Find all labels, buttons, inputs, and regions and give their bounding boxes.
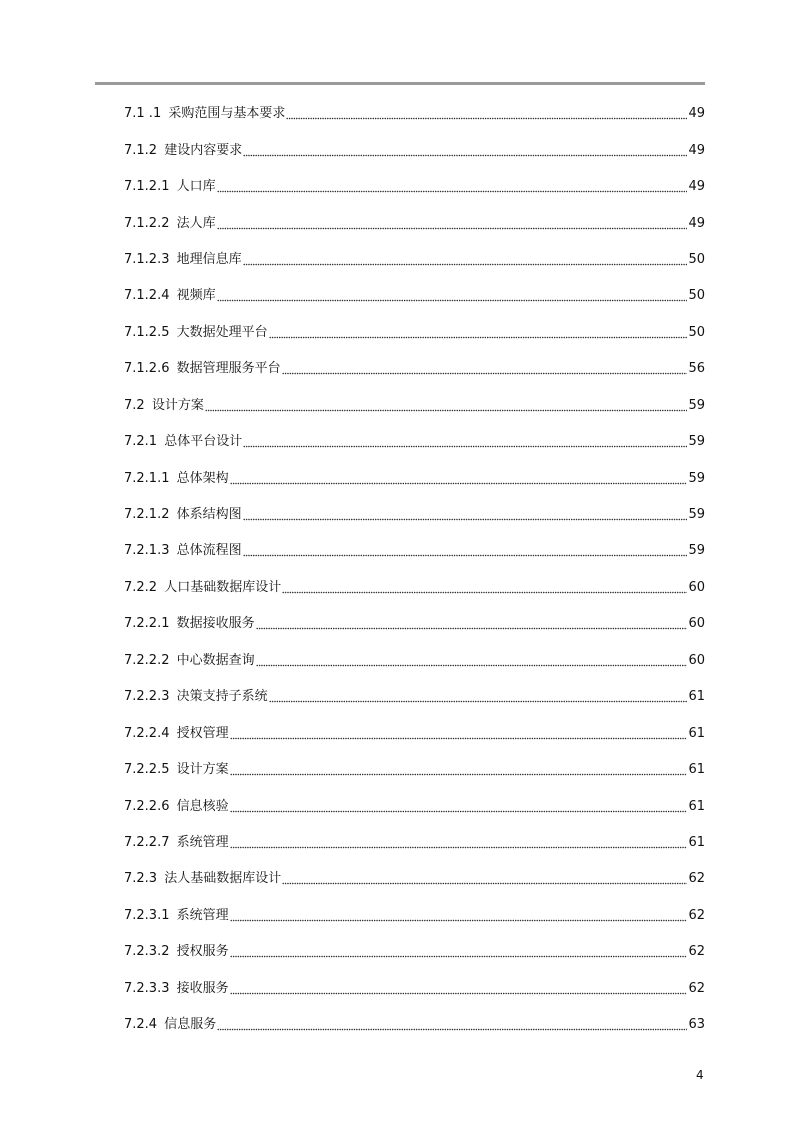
toc-entry-title: 大数据处理平台 bbox=[176, 324, 268, 340]
toc-entry-number: 7.2.2.2 bbox=[124, 652, 170, 668]
toc-entry-title: 数据接收服务 bbox=[176, 616, 255, 632]
toc-entry[interactable] bbox=[124, 971, 705, 1007]
toc-dot-leader bbox=[230, 835, 688, 851]
toc-entry-title: 中心数据查询 bbox=[176, 652, 255, 668]
toc-entry[interactable] bbox=[124, 861, 705, 897]
toc-dot-leader bbox=[230, 762, 688, 778]
toc-entry-number: 7.2.2.4 bbox=[124, 725, 170, 741]
toc-entry-title: 数据管理服务平台 bbox=[176, 361, 281, 377]
toc-dot-leader bbox=[282, 871, 687, 887]
toc-entry[interactable] bbox=[124, 460, 705, 496]
toc-entry-number: 7.2.3.3 bbox=[124, 980, 170, 996]
toc-entry-page: 50 bbox=[688, 288, 705, 304]
toc-entry-title: 总体平台设计 bbox=[164, 434, 243, 450]
toc-entry[interactable] bbox=[124, 606, 705, 642]
toc-entry[interactable] bbox=[124, 643, 705, 679]
toc-entry[interactable] bbox=[124, 497, 705, 533]
toc-entry-number: 7.2.1.2 bbox=[124, 507, 170, 523]
toc-entry-number: 7.1.2.1 bbox=[124, 179, 170, 195]
toc-entry-title: 总体架构 bbox=[176, 470, 229, 486]
toc-entry[interactable] bbox=[124, 315, 705, 351]
toc-entry-page: 49 bbox=[688, 142, 705, 158]
toc-entry-title: 信息核验 bbox=[176, 798, 229, 814]
toc-entry-page: 61 bbox=[688, 762, 705, 778]
toc-entry-title: 设计方案 bbox=[176, 762, 229, 778]
toc-dot-leader bbox=[256, 653, 688, 669]
toc-entry-title: 体系结构图 bbox=[176, 507, 242, 523]
toc-dot-leader bbox=[243, 507, 688, 523]
toc-dot-leader bbox=[243, 543, 688, 559]
toc-entry[interactable] bbox=[124, 278, 705, 314]
toc-entry[interactable] bbox=[124, 679, 705, 715]
toc-entry-page: 59 bbox=[688, 397, 705, 413]
toc-dot-leader bbox=[230, 799, 688, 815]
toc-dot-leader bbox=[230, 471, 688, 487]
toc-entry-page: 61 bbox=[688, 725, 705, 741]
toc-entry-title: 设计方案 bbox=[151, 397, 204, 413]
toc-dot-leader bbox=[205, 398, 688, 414]
toc-entry-title: 系统管理 bbox=[176, 834, 229, 850]
toc-entry-page: 49 bbox=[688, 106, 705, 122]
toc-entry[interactable] bbox=[124, 242, 705, 278]
toc-entry-title: 人口库 bbox=[176, 179, 216, 195]
toc-entry-number: 7.2.1 bbox=[124, 434, 158, 450]
toc-entry-number: 7.1.2.3 bbox=[124, 251, 170, 267]
toc-entry[interactable] bbox=[124, 898, 705, 934]
toc-entry-title: 系统管理 bbox=[176, 907, 229, 923]
toc-entry[interactable] bbox=[124, 788, 705, 824]
toc-dot-leader bbox=[269, 325, 688, 341]
toc-entry-page: 61 bbox=[688, 798, 705, 814]
toc-entry-page: 59 bbox=[688, 434, 705, 450]
toc-entry-page: 50 bbox=[688, 251, 705, 267]
toc-entry-title: 法人库 bbox=[176, 215, 216, 231]
header-rule bbox=[95, 82, 705, 85]
toc-entry-title: 法人基础数据库设计 bbox=[164, 871, 282, 887]
toc-entry[interactable] bbox=[124, 715, 705, 751]
toc-entry-page: 60 bbox=[688, 616, 705, 632]
toc-entry-number: 7.2.2.5 bbox=[124, 762, 170, 778]
toc-entry-title: 授权管理 bbox=[176, 725, 229, 741]
toc-entry-number: 7.2.1.1 bbox=[124, 470, 170, 486]
toc-entry-title: 采购范围与基本要求 bbox=[168, 106, 286, 122]
toc-entry[interactable] bbox=[124, 570, 705, 606]
toc-entry[interactable] bbox=[124, 424, 705, 460]
toc-dot-leader bbox=[230, 908, 688, 924]
toc-dot-leader bbox=[243, 143, 687, 159]
toc-entry-number: 7.1.2 bbox=[124, 142, 158, 158]
toc-entry-page: 63 bbox=[688, 1017, 705, 1033]
toc-entry-page: 56 bbox=[688, 361, 705, 377]
toc-dot-leader bbox=[256, 616, 688, 632]
toc-entry-number: 7.2.2.1 bbox=[124, 616, 170, 632]
toc-entry-page: 59 bbox=[688, 543, 705, 559]
toc-entry[interactable] bbox=[124, 934, 705, 970]
toc-entry-number: 7.2.2 bbox=[124, 579, 158, 595]
toc-entry-page: 62 bbox=[688, 944, 705, 960]
toc-entry-page: 50 bbox=[688, 324, 705, 340]
toc-entry-number: 7.1 .1 bbox=[124, 106, 162, 122]
toc-entry-page: 49 bbox=[688, 179, 705, 195]
toc-dot-leader bbox=[230, 944, 688, 960]
toc-entry-number: 7.1.2.4 bbox=[124, 288, 170, 304]
toc-entry-title: 人口基础数据库设计 bbox=[164, 579, 282, 595]
toc-entry-page: 62 bbox=[688, 871, 705, 887]
toc-entry[interactable] bbox=[124, 351, 705, 387]
toc-dot-leader bbox=[269, 689, 688, 705]
toc-entry-title: 总体流程图 bbox=[176, 543, 242, 559]
toc-dot-leader bbox=[230, 981, 688, 997]
toc-entry-number: 7.2.2.6 bbox=[124, 798, 170, 814]
table-of-contents bbox=[124, 96, 705, 1043]
toc-dot-leader bbox=[217, 1017, 687, 1033]
toc-entry-number: 7.2.3.1 bbox=[124, 907, 170, 923]
toc-entry-page: 62 bbox=[688, 907, 705, 923]
toc-entry-title: 接收服务 bbox=[176, 980, 229, 996]
toc-dot-leader bbox=[286, 106, 687, 122]
toc-entry-title: 决策支持子系统 bbox=[176, 689, 268, 705]
toc-dot-leader bbox=[230, 726, 688, 742]
toc-dot-leader bbox=[217, 216, 688, 232]
toc-entry-page: 61 bbox=[688, 834, 705, 850]
toc-dot-leader bbox=[243, 434, 687, 450]
toc-entry-number: 7.2 bbox=[124, 397, 145, 413]
toc-entry[interactable] bbox=[124, 825, 705, 861]
toc-entry-title: 地理信息库 bbox=[176, 251, 242, 267]
toc-entry[interactable] bbox=[124, 169, 705, 205]
toc-entry-title: 视频库 bbox=[176, 288, 216, 304]
toc-entry[interactable] bbox=[124, 132, 705, 168]
toc-entry-number: 7.2.2.7 bbox=[124, 834, 170, 850]
toc-entry[interactable] bbox=[124, 205, 705, 241]
toc-entry-page: 60 bbox=[688, 579, 705, 595]
toc-entry-title: 信息服务 bbox=[164, 1017, 217, 1033]
toc-entry-number: 7.2.3.2 bbox=[124, 944, 170, 960]
toc-entry-page: 61 bbox=[688, 689, 705, 705]
toc-entry-page: 59 bbox=[688, 507, 705, 523]
toc-entry-page: 60 bbox=[688, 652, 705, 668]
toc-entry-number: 7.1.2.5 bbox=[124, 324, 170, 340]
toc-entry-number: 7.1.2.2 bbox=[124, 215, 170, 231]
toc-entry[interactable] bbox=[124, 752, 705, 788]
toc-entry-number: 7.2.1.3 bbox=[124, 543, 170, 559]
toc-entry-page: 49 bbox=[688, 215, 705, 231]
toc-dot-leader bbox=[243, 252, 688, 268]
toc-entry[interactable] bbox=[124, 533, 705, 569]
toc-entry-number: 7.2.2.3 bbox=[124, 689, 170, 705]
toc-entry-title: 授权服务 bbox=[176, 944, 229, 960]
toc-entry[interactable] bbox=[124, 96, 705, 132]
toc-dot-leader bbox=[282, 361, 688, 377]
toc-dot-leader bbox=[282, 580, 687, 596]
page-number: 4 bbox=[696, 1068, 704, 1082]
toc-entry-page: 62 bbox=[688, 980, 705, 996]
toc-dot-leader bbox=[217, 179, 688, 195]
toc-entry[interactable] bbox=[124, 388, 705, 424]
toc-entry[interactable] bbox=[124, 1007, 705, 1043]
toc-dot-leader bbox=[217, 288, 688, 304]
toc-entry-number: 7.1.2.6 bbox=[124, 361, 170, 377]
toc-entry-page: 59 bbox=[688, 470, 705, 486]
toc-entry-number: 7.2.3 bbox=[124, 871, 158, 887]
toc-entry-title: 建设内容要求 bbox=[164, 142, 243, 158]
toc-entry-number: 7.2.4 bbox=[124, 1017, 158, 1033]
